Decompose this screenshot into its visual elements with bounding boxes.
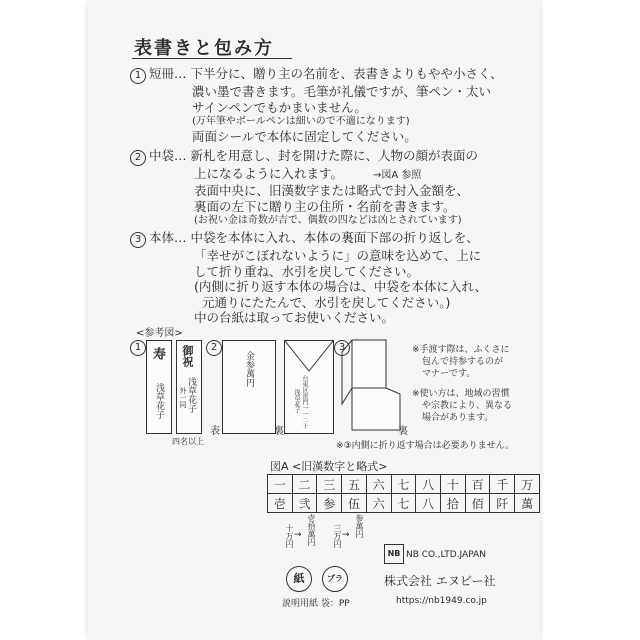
tanzaku-oiwai-extra: 外一同: [179, 387, 187, 408]
back-label: 裏: [274, 426, 284, 437]
envelope-flap-icon: [285, 341, 333, 381]
figure-label: <参考図>: [136, 328, 183, 339]
arrow-icon: →: [342, 530, 350, 540]
tanzaku-kotobuki-name: 浅草花子: [154, 383, 164, 419]
section2-line-2: 上になるように入れます。: [194, 166, 344, 181]
figure-a-caption: 図A <旧漢数字と略式>: [270, 460, 388, 473]
materials-label: 説明用紙 袋：PP: [282, 599, 350, 609]
nakabukuro-amount: 金参萬円: [244, 351, 254, 387]
section3-line-1: 本体… 中袋を本体に入れ、本体の裏面下部の折り返しを、: [149, 230, 479, 245]
nakabukuro-address: 台東区雷門一一二十: [301, 375, 308, 429]
section2-line-3: 表面中央に、旧漢数字または略式で封入金額を、: [194, 183, 470, 198]
nakabukuro-back: [284, 340, 334, 434]
nakabukuro-name: 浅草花子: [293, 389, 300, 413]
section3-line-4: (内側に折り返す本体の場合は、中袋を本体に入れ、: [194, 279, 488, 294]
note-inner-fold: ※③内側に折り返す場合は必要ありません。: [336, 441, 515, 451]
table-row: 一 二 三 五 六 七 八 十 百 千 万: [268, 475, 540, 494]
section3-line-3: して折り重ね、水引を戻してください。: [194, 263, 420, 279]
section3-line-2: 「幸せがこぼれないように」の意味を込めて、上に: [194, 248, 482, 263]
company-name-jp: 株式会社 エヌビー社: [384, 574, 496, 588]
nakabukuro-front: [222, 340, 276, 434]
company-url: https://nb1949.co.jp: [396, 596, 487, 606]
four-names-caption: 四名以上: [172, 437, 204, 446]
figure-number-1: 1: [130, 340, 146, 356]
title-underline: [132, 58, 292, 59]
back-label-3: 裏: [398, 426, 408, 437]
section1-line-3: サインペンでもかまいません。: [192, 99, 367, 115]
note-custom: ※使い方は、地域の習慣 や宗教により、異なる 場合があります。: [412, 389, 513, 423]
instruction-card: [88, 0, 540, 640]
section-tanzaku: [130, 66, 525, 145]
section-number: 2: [130, 150, 146, 166]
example-1-formal: 壱拾萬円: [307, 514, 316, 546]
section1-line-1: 短冊… 下半分に、贈り主の名前を、表書きよりもやや小さく、: [149, 66, 503, 81]
tanzaku-oiwai-title: 御祝: [181, 345, 194, 367]
section1-note: (万年筆やボールペンは細いので不適になります): [192, 116, 410, 127]
table-row: 壱 弐 参 伍 六 七 八 拾 佰 阡 萬: [268, 494, 540, 513]
section1-last: 両面シールで本体に固定してください。: [192, 129, 417, 144]
section3-line-5: 元通りにたたんで、水引を戻してください。): [202, 294, 451, 310]
front-label: 表: [210, 426, 220, 437]
section-nakabukuro: [130, 148, 525, 228]
section1-line-2: 濃い墨で書きます。毛筆が礼儀ですが、筆ペン・太い: [192, 84, 492, 99]
section-number: 1: [130, 68, 146, 84]
tanzaku-kotobuki-title: 寿: [150, 347, 165, 360]
figure-a-reference: →図A 参照: [373, 170, 422, 181]
tanzaku-oiwai: [176, 340, 202, 434]
section2-line-4: 裏面の左下に贈り主の住所・名前を書きます。: [194, 198, 456, 214]
example-1-plain: 十万円: [285, 524, 294, 548]
arrow-icon: →: [294, 530, 302, 540]
section-hontai: [130, 230, 525, 326]
example-2-formal: 参萬円: [355, 514, 364, 538]
paper-recycle-icon: 紙: [286, 566, 312, 592]
hontai-fold-diagram: [340, 338, 412, 434]
kanji-numeral-table: [267, 474, 540, 513]
section2-line-1: 中袋… 新札を用意し、封を開けた際に、人物の顔が表面の: [149, 148, 478, 163]
figure-number-2: 2: [206, 340, 222, 356]
tanzaku-oiwai-name: 浅草花子: [186, 377, 196, 413]
example-2-plain: 三万円: [333, 524, 342, 548]
plastic-recycle-icon: プラ: [322, 566, 348, 592]
company-logo: NB: [384, 544, 404, 564]
tanzaku-kotobuki: [146, 340, 172, 434]
section3-line-6: 中の台紙は取ってお使いください。: [194, 310, 395, 325]
section-number: 3: [130, 232, 146, 248]
page-title: 表書きと包み方: [134, 38, 274, 59]
section2-note: (お祝い金は奇数が吉で、偶数の四などは凶とされています): [194, 215, 462, 226]
company-name-en: NB CO.,LTD.JAPAN: [406, 550, 486, 560]
figure-number-3: 3: [334, 340, 350, 356]
note-fukusa: ※手渡す際は、ふくさに 包んで持参するのが マナーです。: [412, 345, 510, 379]
